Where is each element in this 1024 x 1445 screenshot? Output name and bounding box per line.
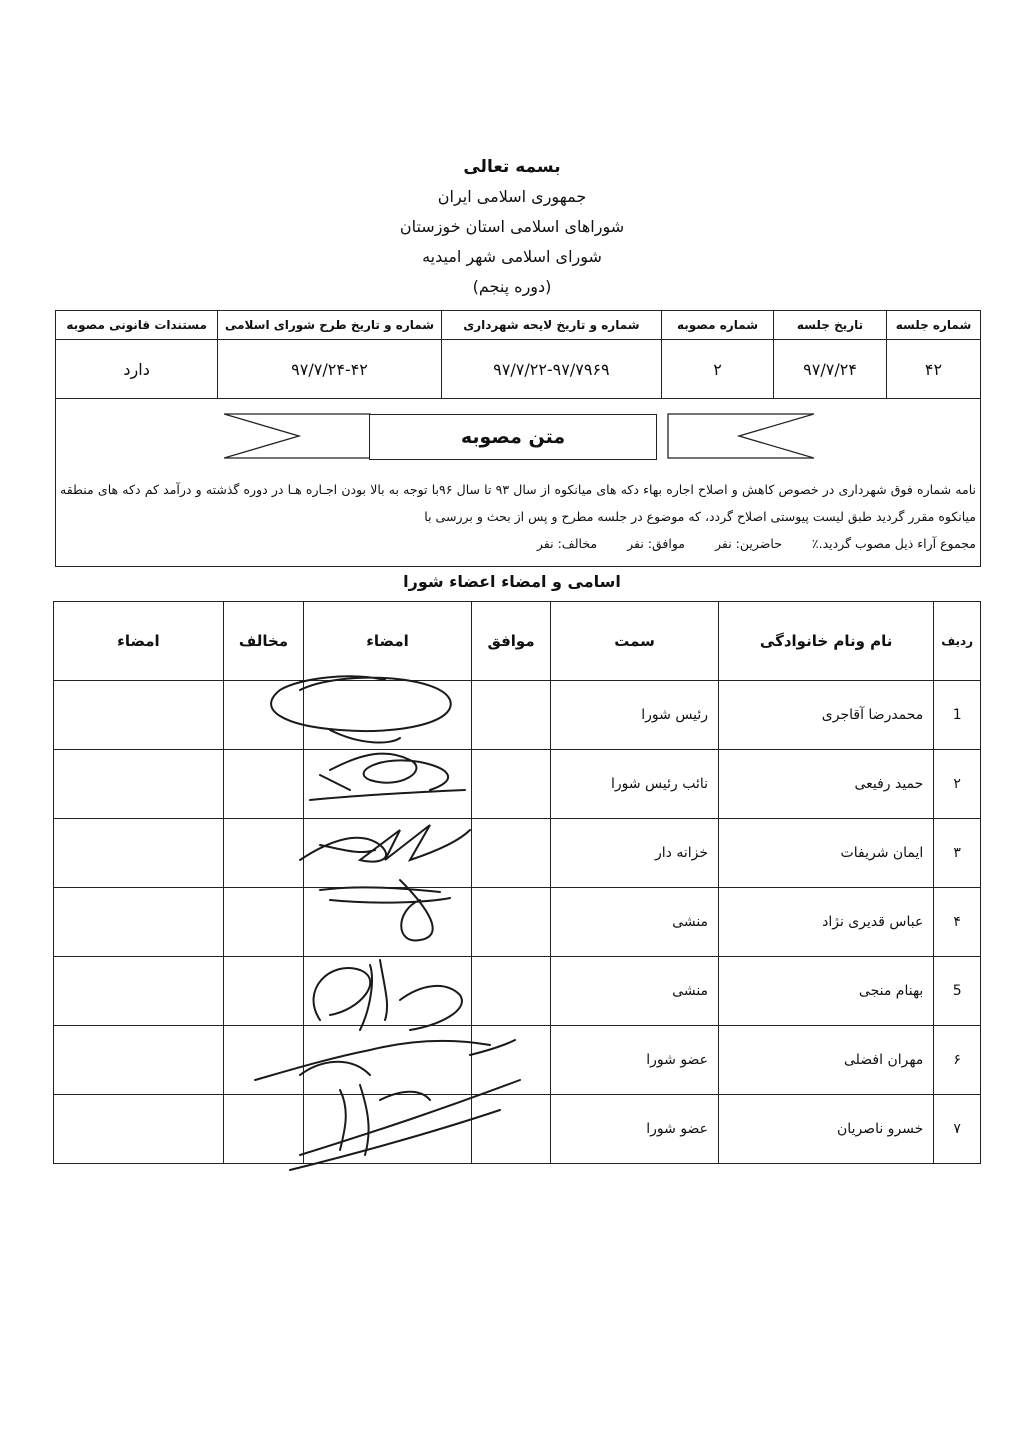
resolution-body: نامه شماره فوق شهرداری در خصوص کاهش و اصلاح اجاره بهاء دکه های میانکوه از سال ۹۳ تا سال ۹۶با توجه به بالا بودن اجـاره هـا در دوره گذشته و درآمد کم دکه های منطقه میانکوه مقرر گردید طبق لیست پیوستی اصلاح گردد، که موضوع در جلسه مطرح و پس از بحث و بررسی با <box>60 482 976 524</box>
header-city-council: شورای اسلامی شهر امیدیه <box>422 247 602 266</box>
value-resolution-number: ۲ <box>662 340 774 399</box>
header-agree-signature: امضاء <box>304 602 472 681</box>
signature-cell <box>54 1026 224 1095</box>
table-row <box>54 750 981 819</box>
member-role: عضو شورا <box>551 1095 719 1164</box>
value-session-number: ۴۲ <box>887 340 981 399</box>
resolution-info-table <box>55 310 981 399</box>
header-legal-documents: مستندات قانونی مصوبه <box>56 311 218 340</box>
member-name: خسرو ناصریان <box>719 1095 934 1164</box>
row-number: ۶ <box>934 1026 981 1095</box>
signature-cell <box>54 1095 224 1164</box>
signature-cell <box>54 750 224 819</box>
members-header-row <box>54 602 981 681</box>
agree-cell <box>471 1026 550 1095</box>
value-session-date: ۹۷/۷/۲۴ <box>774 340 887 399</box>
header-oppose-signature: امضاء <box>54 602 224 681</box>
signature-cell <box>54 819 224 888</box>
signature-cell <box>304 750 472 819</box>
signature-cell <box>304 957 472 1026</box>
vote-total: مجموع آراء ذیل مصوب گردید.٪ <box>811 536 976 551</box>
vote-oppose: مخالف: نفر <box>536 536 598 551</box>
value-council-plan: ۹۷/۷/۲۴-۴۲ <box>218 340 442 399</box>
oppose-cell <box>223 750 303 819</box>
signature-cell <box>304 1095 472 1164</box>
agree-cell <box>471 888 550 957</box>
agree-cell <box>471 681 550 750</box>
agree-cell <box>471 750 550 819</box>
signature-cell <box>304 681 472 750</box>
member-name: بهنام منجی <box>719 957 934 1026</box>
header-term: (دوره پنجم) <box>472 277 552 296</box>
row-number: 1 <box>934 681 981 750</box>
oppose-cell <box>223 1026 303 1095</box>
member-name: حمید رفیعی <box>719 750 934 819</box>
header-basmala: بسمه تعالی <box>463 157 561 177</box>
member-name: ایمان شریفات <box>719 819 934 888</box>
signature-cell <box>54 681 224 750</box>
header-oppose: مخالف <box>223 602 303 681</box>
agree-cell <box>471 957 550 1026</box>
header-session-date: تاریخ جلسه <box>774 311 887 340</box>
header-position: سمت <box>551 602 719 681</box>
row-number: 5 <box>934 957 981 1026</box>
vote-agree: موافق: نفر <box>627 536 686 551</box>
header-full-name: نام ونام خانوادگی <box>719 602 934 681</box>
vote-present: حاضرین: نفر <box>715 536 782 551</box>
signature-cell <box>54 888 224 957</box>
agree-cell <box>471 1095 550 1164</box>
header-country: جمهوری اسلامی ایران <box>437 187 587 206</box>
header-municipality-bill: شماره و تاریخ لایحه شهرداری <box>441 311 661 340</box>
header-resolution-number: شماره مصوبه <box>662 311 774 340</box>
oppose-cell <box>223 681 303 750</box>
info-header-row <box>56 311 981 340</box>
member-role: منشی <box>551 957 719 1026</box>
member-role: منشی <box>551 888 719 957</box>
row-number: ۴ <box>934 888 981 957</box>
members-section-title: اسامی و امضاء اعضاء شورا <box>403 572 621 591</box>
table-row <box>54 681 981 750</box>
header-council-plan: شماره و تاریخ طرح شورای اسلامی <box>218 311 442 340</box>
oppose-cell <box>223 819 303 888</box>
table-row <box>54 1095 981 1164</box>
member-name: عباس قدیری نژاد <box>719 888 934 957</box>
oppose-cell <box>223 1095 303 1164</box>
signature-cell <box>304 1026 472 1095</box>
row-number: ۳ <box>934 819 981 888</box>
signature-cell <box>304 888 472 957</box>
resolution-title: متن مصوبه <box>369 414 657 460</box>
table-row <box>54 957 981 1026</box>
row-number: ۲ <box>934 750 981 819</box>
oppose-cell <box>223 888 303 957</box>
header-session-number: شماره جلسه <box>887 311 981 340</box>
info-value-row <box>56 340 981 399</box>
member-role: خزانه دار <box>551 819 719 888</box>
resolution-title-ribbon <box>224 412 814 460</box>
signature-cell <box>54 957 224 1026</box>
member-role: عضو شورا <box>551 1026 719 1095</box>
member-role: نائب رئیس شورا <box>551 750 719 819</box>
document-header <box>0 152 1024 302</box>
member-name: مهران افضلی <box>719 1026 934 1095</box>
oppose-cell <box>223 957 303 1026</box>
member-name: محمدرضا آقاجری <box>719 681 934 750</box>
members-table <box>53 601 981 1164</box>
table-row <box>54 1026 981 1095</box>
signature-cell <box>304 819 472 888</box>
header-agree: موافق <box>471 602 550 681</box>
table-row <box>54 888 981 957</box>
agree-cell <box>471 819 550 888</box>
header-row-number: ردیف <box>934 602 981 681</box>
row-number: ۷ <box>934 1095 981 1164</box>
resolution-text-box <box>55 396 981 567</box>
vote-summary <box>511 536 976 551</box>
table-row <box>54 819 981 888</box>
value-municipality-bill: ۹۷/۷/۲۲-۹۷/۷۹۶۹ <box>441 340 661 399</box>
header-province-council: شوراهای اسلامی استان خوزستان <box>399 217 625 236</box>
member-role: رئیس شورا <box>551 681 719 750</box>
value-legal-documents: دارد <box>56 340 218 399</box>
